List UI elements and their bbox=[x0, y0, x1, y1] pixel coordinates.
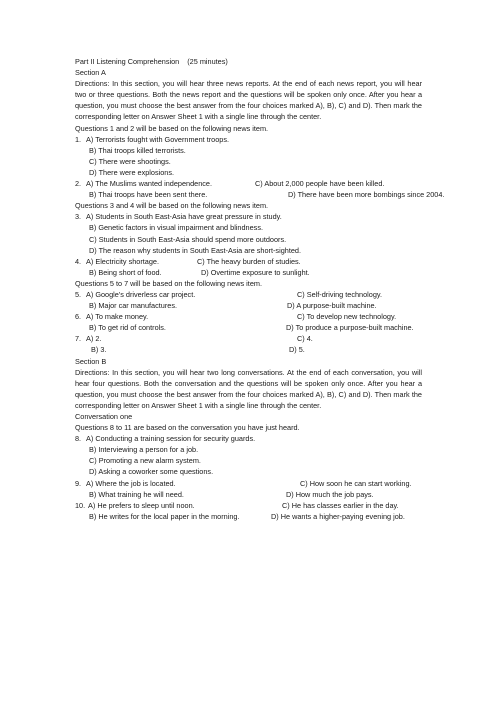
questions-1-2-intro: Questions 1 and 2 will be based on the following news item. bbox=[75, 123, 269, 133]
section-b-label: Section B bbox=[75, 356, 107, 366]
option-b: B) Genetic factors in visual impairment and blindness. bbox=[89, 223, 263, 233]
option-a: A) Electricity shortage. bbox=[86, 256, 159, 266]
question-number: 3. bbox=[75, 212, 82, 222]
question-7-row-2 bbox=[75, 344, 422, 355]
question-number: 7. bbox=[75, 334, 82, 344]
question-8 bbox=[75, 433, 422, 444]
option-d: D) 5. bbox=[289, 345, 305, 355]
question-5-row-2 bbox=[75, 300, 422, 311]
option-d: D) Overtime exposure to sunlight. bbox=[201, 267, 310, 277]
option-b: B) 3. bbox=[91, 345, 107, 355]
option-b: B) What training he will need. bbox=[89, 489, 184, 499]
option-c: C) Promoting a new alarm system. bbox=[89, 456, 201, 466]
option-c: C) Students in South East-Asia should spend more outdoors. bbox=[89, 234, 287, 244]
question-number: 9. bbox=[75, 478, 82, 488]
option-d: D) He wants a higher-paying evening job. bbox=[271, 511, 405, 521]
option-c: C) There were shootings. bbox=[89, 156, 171, 166]
question-10 bbox=[75, 500, 422, 511]
question-9-row-2 bbox=[75, 489, 422, 500]
option-d: D) There were explosions. bbox=[89, 167, 175, 177]
question-number: 10. bbox=[75, 500, 86, 510]
question-4 bbox=[75, 256, 422, 267]
option-b: B) He writes for the local paper in the morning. bbox=[89, 511, 240, 521]
option-d: D) To produce a purpose-built machine. bbox=[286, 323, 414, 333]
question-number: 1. bbox=[75, 134, 82, 144]
option-c: C) About 2,000 people have been killed. bbox=[255, 179, 385, 189]
section-a-directions: Directions: In this section, you will hear three news reports. At the end of each news report, you will hear two or three questions. Both the news report and the questions will be spoken only once. After you hear a question, you must choose the best answer from the four choices marked A), B), C) and D). Then mark the corresponding letter on Answer Sheet 1 with a single line through the center. bbox=[75, 79, 422, 122]
section-a-label: Section A bbox=[75, 68, 106, 78]
question-number: 5. bbox=[75, 289, 82, 299]
option-d: D) A purpose-built machine. bbox=[287, 301, 377, 311]
conversation-label: Conversation one bbox=[75, 412, 133, 421]
option-d: D) How much the job pays. bbox=[286, 489, 374, 499]
question-number: 6. bbox=[75, 312, 82, 322]
question-1 bbox=[75, 134, 422, 145]
question-10-row-2 bbox=[75, 511, 422, 522]
question-4-row-2 bbox=[75, 267, 422, 278]
question-6-row-2 bbox=[75, 322, 422, 333]
questions-8-11-intro: Questions 8 to 11 are based on the conversation you have just heard. bbox=[75, 423, 300, 433]
part-time: (25 minutes) bbox=[187, 57, 228, 66]
question-number: 2. bbox=[75, 179, 82, 189]
option-c: C) How soon he can start working. bbox=[300, 478, 412, 488]
question-number: 4. bbox=[75, 256, 82, 266]
part-title-text: Part II Listening Comprehension bbox=[75, 57, 180, 66]
section-b-directions: Directions: In this section, you will hear two long conversations. At the end of each conversation, you will hear four questions. Both the conversation and the questions will be spoken only once. After you hear a question, you must choose the best answer from the four choices marked A), B), C) and D). Then mark the corresponding letter on Answer Sheet 1 with a single line through the center. bbox=[75, 367, 422, 410]
question-7 bbox=[75, 333, 422, 344]
option-a: A) Students in South East-Asia have great pressure in study. bbox=[86, 212, 282, 222]
option-c: C) 4. bbox=[297, 334, 313, 344]
option-d: D) There have been more bombings since 2004. bbox=[288, 190, 445, 200]
option-c: C) Self-driving technology. bbox=[297, 289, 383, 299]
option-a: A) 2. bbox=[86, 334, 102, 344]
part-title bbox=[75, 56, 422, 67]
option-d: D) The reason why students in South East-Asia are short-sighted. bbox=[89, 245, 301, 255]
option-b: B) Being short of food. bbox=[89, 267, 162, 277]
option-a: A) Terrorists fought with Government troops. bbox=[86, 134, 230, 144]
option-b: B) Major car manufactures. bbox=[89, 301, 177, 311]
option-b: B) Thai troops killed terrorists. bbox=[89, 145, 186, 155]
question-9 bbox=[75, 478, 422, 489]
question-2 bbox=[75, 178, 422, 189]
option-a: A) He prefers to sleep until noon. bbox=[88, 500, 195, 510]
option-b: B) Thai troops have been sent there. bbox=[89, 190, 208, 200]
option-a: A) The Muslims wanted independence. bbox=[86, 179, 213, 189]
question-number: 8. bbox=[75, 434, 82, 444]
question-6 bbox=[75, 311, 422, 322]
questions-3-4-intro: Questions 3 and 4 will be based on the following news item. bbox=[75, 201, 269, 211]
question-3 bbox=[75, 211, 422, 222]
option-a: A) To make money. bbox=[86, 312, 149, 322]
question-5 bbox=[75, 289, 422, 300]
option-d: D) Asking a coworker some questions. bbox=[89, 467, 214, 477]
option-a: A) Google's driverless car project. bbox=[86, 289, 196, 299]
option-c: C) He has classes earlier in the day. bbox=[282, 500, 399, 510]
option-a: A) Where the job is located. bbox=[86, 478, 176, 488]
option-b: B) Interviewing a person for a job. bbox=[89, 445, 199, 455]
option-c: C) To develop new technology. bbox=[297, 312, 397, 322]
option-c: C) The heavy burden of studies. bbox=[197, 256, 301, 266]
option-b: B) To get rid of controls. bbox=[89, 323, 166, 333]
question-2-row-2 bbox=[75, 189, 445, 200]
option-a: A) Conducting a training session for security guards. bbox=[86, 434, 256, 444]
questions-5-7-intro: Questions 5 to 7 will be based on the following news item. bbox=[75, 278, 262, 288]
